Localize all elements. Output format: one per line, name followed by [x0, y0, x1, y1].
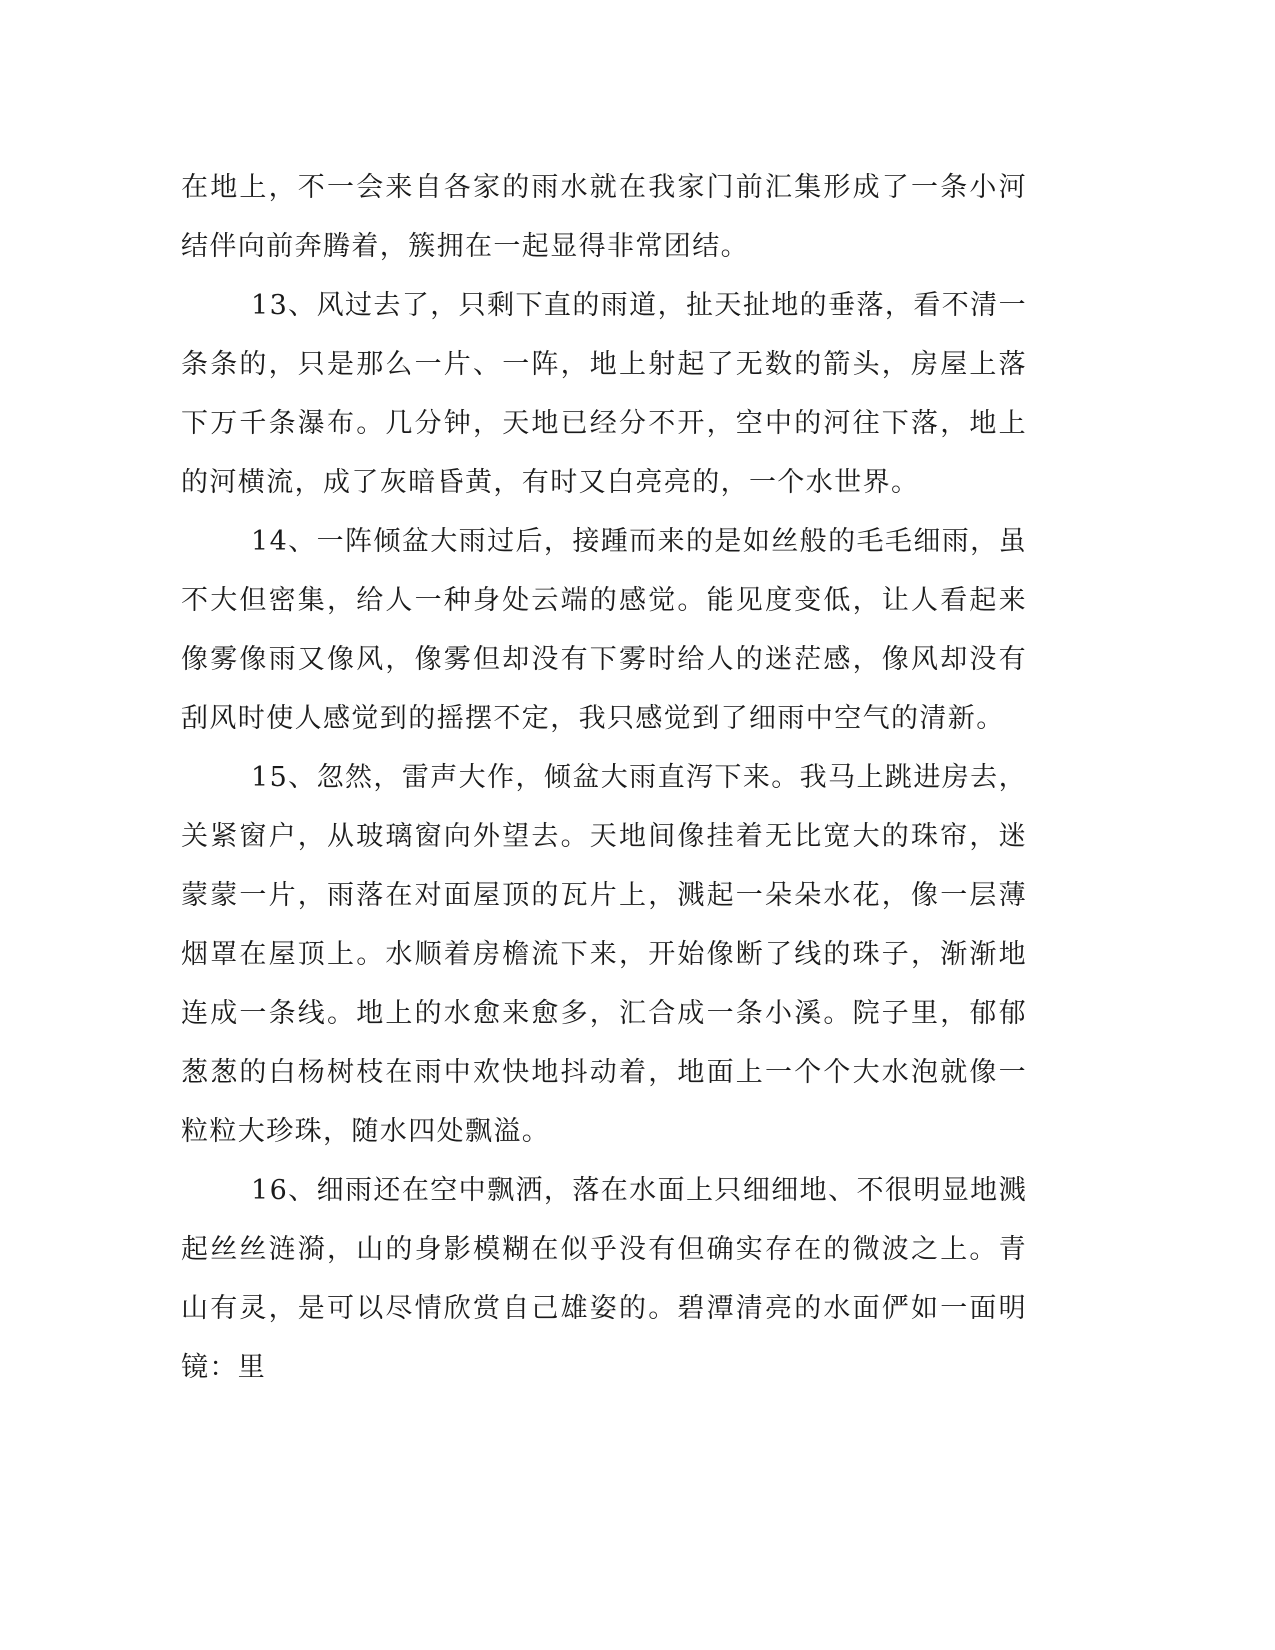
body-text: [181, 158, 1027, 1397]
paragraph-continued: 在地上，不一会来自各家的雨水就在我家门前汇集形成了一条小河结伴向前奔腾着，簇拥在一起显得非常团结。: [181, 172, 1027, 262]
paragraph-15: 15、忽然，雷声大作，倾盆大雨直泻下来。我马上跳进房去，关紧窗户，从玻璃窗向外望去。天地间像挂着无比宽大的珠帘，迷蒙蒙一片，雨落在对面屋顶的瓦片上，溅起一朵朵水花，像一层薄烟罩在屋顶上。水顺着房檐流下来，开始像断了线的珠子，渐渐地连成一条线。地上的水愈来愈多，汇合成一条小溪。院子里，郁郁葱葱的白杨树枝在雨中欢快地抖动着，地面上一个个大水泡就像一粒粒大珍珠，随水四处飘溢。: [181, 762, 1027, 1147]
paragraph-14: 14、一阵倾盆大雨过后，接踵而来的是如丝般的毛毛细雨，虽不大但密集，给人一种身处云端的感觉。能见度变低，让人看起来像雾像雨又像风，像雾但却没有下雾时给人的迷茫感，像风却没有刮风时使人感觉到的摇摆不定，我只感觉到了细雨中空气的清新。: [181, 526, 1027, 734]
paragraph-13: 13、风过去了，只剩下直的雨道，扯天扯地的垂落，看不清一条条的，只是那么一片、一阵，地上射起了无数的箭头，房屋上落下万千条瀑布。几分钟，天地已经分不开，空中的河往下落，地上的河横流，成了灰暗昏黄，有时又白亮亮的，一个水世界。: [181, 290, 1027, 498]
paragraph-16: 16、细雨还在空中飘洒，落在水面上只细细地、不很明显地溅起丝丝涟漪，山的身影模糊在似乎没有但确实存在的微波之上。青山有灵，是可以尽情欣赏自己雄姿的。碧潭清亮的水面俨如一面明镜：里: [181, 1175, 1027, 1383]
